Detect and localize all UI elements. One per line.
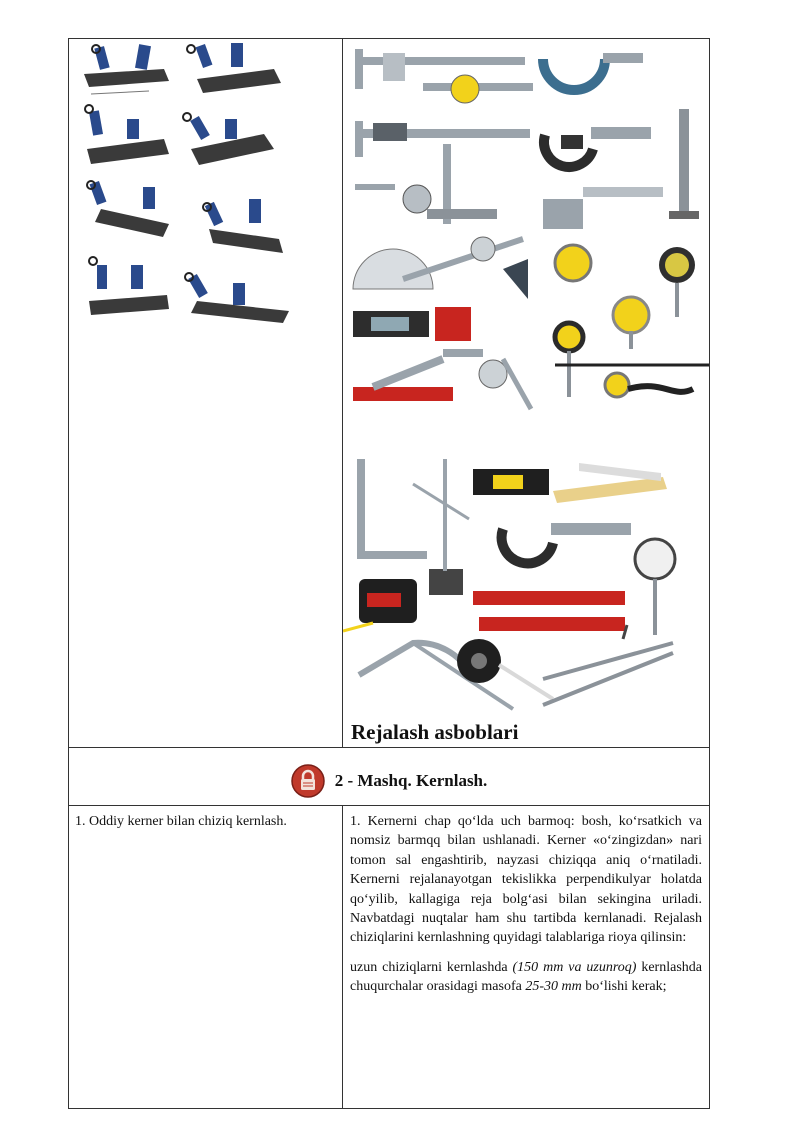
- lever-indicator-icon: [555, 365, 709, 397]
- magnetic-base-icon: [413, 459, 469, 595]
- divider-compass-icon: [543, 625, 673, 705]
- digital-micrometer-icon: [544, 127, 651, 167]
- hand-drawing-8: [185, 273, 289, 323]
- hand-drawing-4: [183, 113, 274, 165]
- task-step-text: 1. Oddiy kerner bilan chiziq kernlash.: [75, 814, 287, 829]
- instruction-text-c: kernlashda chuqurchalar orasidagi masofa: [350, 959, 702, 995]
- exercise-title-text: 2 - Mashq. Kernlash.: [334, 771, 488, 790]
- dial-caliper-icon: [423, 75, 533, 103]
- bench-micrometer-icon: [543, 187, 663, 229]
- digital-caliper-icon: [355, 121, 530, 157]
- task-step-cell: [69, 806, 343, 1109]
- red-level-icon: [473, 591, 625, 631]
- measuring-tape-reel-icon: [457, 639, 553, 699]
- machinist-square-icon: [357, 459, 427, 559]
- hand-drawing-6: [203, 199, 283, 253]
- depth-micrometer-icon: [669, 109, 699, 219]
- micrometer-blue-icon: [543, 53, 643, 90]
- lock-icon: [291, 764, 325, 798]
- digital-level-icon: [353, 307, 471, 341]
- content-table: [68, 38, 710, 1109]
- instruction-text-e: bo‘lishi kerak;: [581, 979, 667, 995]
- thickness-gauge-icon: [355, 184, 431, 213]
- height-gauge-icon: [427, 144, 497, 224]
- figure-caption: Rejalash asboblari: [351, 720, 519, 744]
- instruction-paragraph-1: 1. Kernerni chap qo‘lda uch barmoq: bosh, ko‘rsatkich va nomsiz barmqq bilan ushlanadi. Kerner «o‘zingizdan» nari tomon sal engashtirib, nayzasi chiziqqa aniq o‘rnatiladi. Kernerni rejalanayotgan tekislikka perpendikulyar holatda qo‘yilib, kallagiga reja bolg‘asi bilan sekingina uriladi. Navbatdagi nuqtalar ham shu tartibda kernlanadi. Rejalash chiziqlarini kernlashning quyidagi talablariga rioya qilinsin:: [350, 814, 702, 946]
- marking-hands-illustration: [69, 39, 343, 748]
- dial-indicator-1-icon: [555, 245, 591, 281]
- hand-drawing-2: [187, 43, 281, 93]
- exercise-header: [69, 748, 710, 806]
- instruction-spacing-range: 25-30 mm: [525, 979, 582, 995]
- instruction-text-a: uzun chiziqlarni kernlashda: [350, 959, 513, 975]
- instruction-paragraph-2: [350, 958, 702, 997]
- measuring-tools-collage: [343, 39, 709, 719]
- hand-drawing-7: [89, 257, 169, 315]
- bevel-protractor-icon: [353, 359, 453, 401]
- protractor-icon: [353, 249, 433, 289]
- hand-drawing-5: [87, 181, 169, 237]
- tape-measure-icon: [343, 579, 417, 631]
- task-instructions-cell: [343, 806, 710, 1109]
- angle-gauge-icon: [443, 349, 531, 409]
- dial-indicator-4-icon: [555, 323, 583, 397]
- instruction-length-range: (150 mm va uzunroq): [512, 959, 637, 975]
- dial-indicator-2-icon: [659, 247, 695, 317]
- folding-rule-icon: [553, 463, 667, 503]
- exercise-title: [291, 764, 488, 798]
- hands-scribing-drawings: [69, 39, 342, 339]
- spirit-level-small-icon: [473, 469, 549, 495]
- test-indicator-icon: [635, 539, 675, 635]
- hand-drawing-1: [84, 44, 169, 94]
- hand-drawing-3: [85, 105, 169, 164]
- dial-indicator-3-icon: [613, 297, 649, 349]
- outside-micrometer-icon: [502, 523, 631, 563]
- marking-tools-illustration: [343, 39, 710, 748]
